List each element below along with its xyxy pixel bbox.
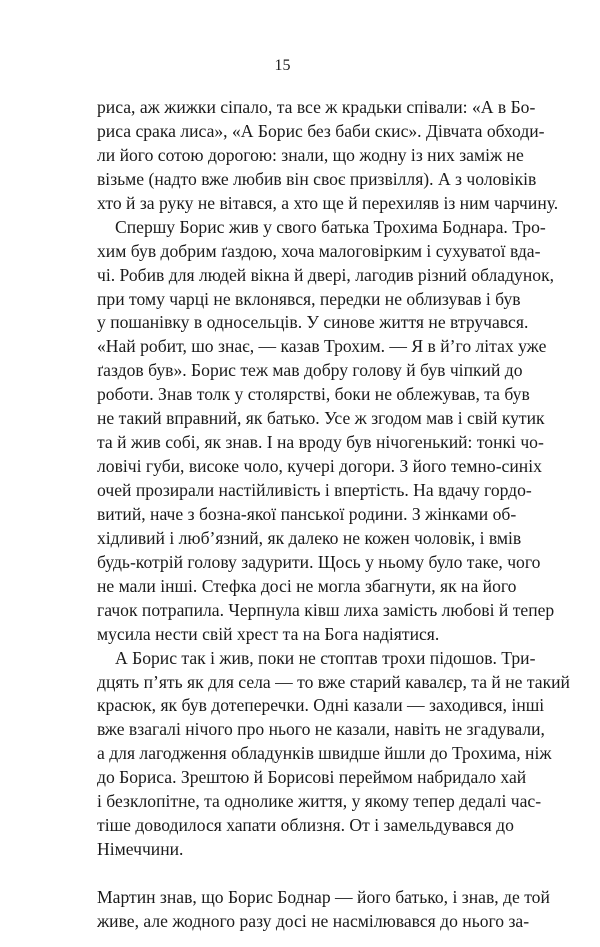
text-line: не такий вправний, як батько. Усе ж згодом мав і свій кутик xyxy=(97,408,545,429)
text-line: Мартин знав, що Борис Боднар — його батько, і знав, де той xyxy=(97,886,550,907)
text-line: риса срака лиса», «А Борис без баби скис». Дівчата обходи- xyxy=(97,120,545,141)
paragraph xyxy=(97,886,550,934)
text-line: Німеччини. xyxy=(97,839,184,860)
text-line: красюк, як був дотеперечки. Одні казали — заходився, інші xyxy=(97,695,545,716)
text-line: А Борис так і жив, поки не стоптав трохи підошов. Три- xyxy=(115,647,536,668)
text-line: Спершу Борис жив у свого батька Трохима Боднара. Тро- xyxy=(115,216,546,237)
text-line: гачок потрапила. Черпнула ківш лиха замість любові й тепер xyxy=(97,599,555,620)
section-break xyxy=(97,862,506,886)
body-text xyxy=(97,96,570,934)
text-line: вже взагалі нічого про нього не казали, навіть не згадували, xyxy=(97,719,545,740)
paragraph xyxy=(97,647,570,862)
text-line: «Най робит, шо знає, — казав Трохим. — Я в й’го літах уже xyxy=(97,336,547,357)
text-line: і безклопітне, та однолике життя, у якому тепер дедалі час- xyxy=(97,791,542,812)
text-line: візьме (надто вже любив він своє призвілля). А з чоловіків xyxy=(97,168,537,189)
text-line: хто й за руку не вітався, а хто ще й перехиляв із ним чарчину. xyxy=(97,192,559,213)
page-number: 15 xyxy=(274,57,291,74)
text-line: а для лагодження обладунків швидше йшли до Трохима, ніж xyxy=(97,743,552,764)
text-line: у пошанівку в односельців. У синове життя не втручався. xyxy=(97,312,529,333)
text-line: роботи. Знав толк у столярстві, боки не облежував, та був xyxy=(97,384,530,405)
text-line: очей прозирали настійливість і впертість. На вдачу гордо- xyxy=(97,480,532,500)
text-line: ґаздов був». Борис теж мав добру голову й був чіпкий до xyxy=(97,360,523,381)
text-line: при тому чарці не вклонявся, передки не облизував і був xyxy=(97,288,521,309)
text-line: хідливий і люб’язний, як далеко не кожен чоловік, і вмів xyxy=(97,527,522,548)
text-line: живе, але жодного разу досі не насмілювався до нього за- xyxy=(97,910,530,931)
text-line: риса, аж жижки сіпало, та все ж крадьки співали: «А в Бо- xyxy=(97,97,536,117)
text-line: витий, наче з бозна-якої панської родини. З жінками об- xyxy=(97,503,517,524)
text-line: мусила нести свій хрест та на Бога надіятися. xyxy=(97,623,440,644)
text-line: ли його сотою дорогою: знали, що жодну із них заміж не xyxy=(97,144,524,165)
text-line: будь-котрій голову задурити. Щось у ньому було таке, чого xyxy=(97,551,541,572)
text-line: до Бориса. Зрештою й Борисові переймом набридало хай xyxy=(97,767,527,788)
paragraph xyxy=(97,96,559,216)
text-line: хим був добрим ґаздою, хоча малоговірким і сухуватої вда- xyxy=(97,240,541,261)
paragraph xyxy=(97,216,555,647)
text-line: чі. Робив для людей вікна й двері, лагодив різний обладунок, xyxy=(97,264,555,285)
text-line: дцять п’ять як для села — то вже старий кавалєр, та й не такий xyxy=(97,671,570,692)
text-line: не мали інші. Стефка досі не могла збагнути, як на його xyxy=(97,575,517,596)
text-line: тіше доводилося хапати облизня. От і замельдувався до xyxy=(97,815,514,836)
text-line: ловічі губи, високе чоло, кучері догори. З його темно-синіх xyxy=(97,456,542,477)
text-line: та й жив собі, як знав. І на вроду був нічогенький: тонкі чо- xyxy=(97,432,544,453)
